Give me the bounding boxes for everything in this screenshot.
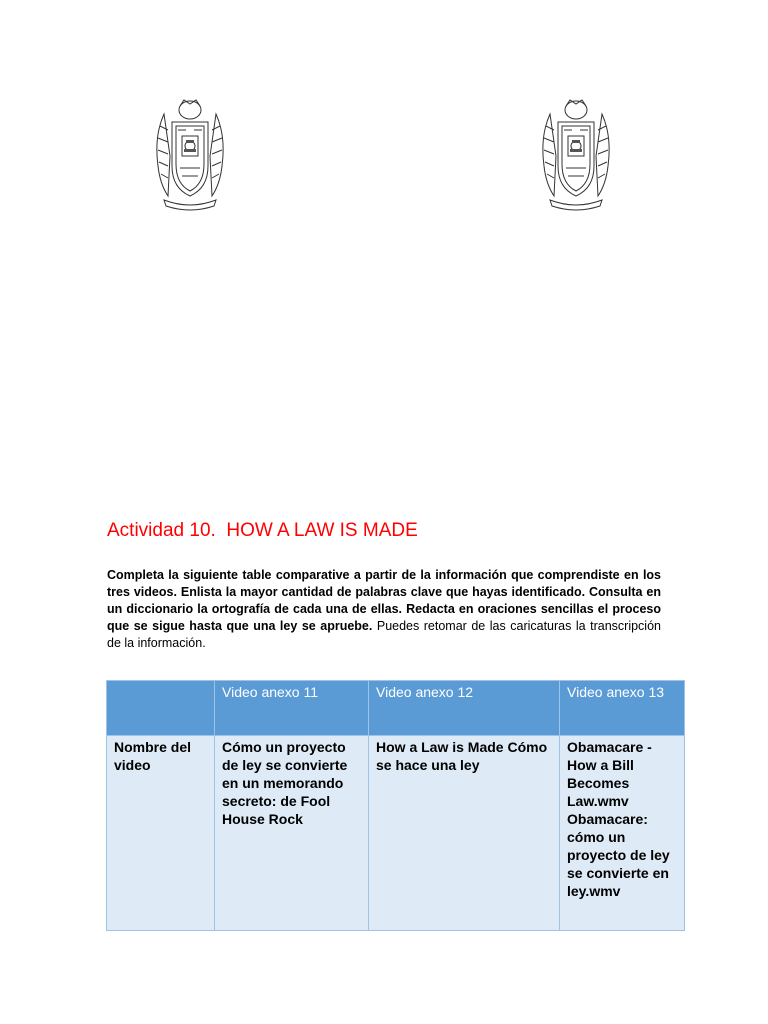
instructions-regular-text: Puedes retomar de las caricaturas la transcripción de la información. (107, 619, 661, 650)
table-header-video-13: Video anexo 13 (560, 681, 685, 736)
cell-video-13-name: Obamacare - How a Bill Becomes Law.wmv Obamacare: cómo un proyecto de ley se convierte en ley.wmv (560, 736, 685, 931)
coat-of-arms-icon (536, 96, 616, 216)
row-label-video-name: Nombre del video (107, 736, 215, 931)
comparative-table (106, 680, 685, 931)
coat-of-arms-logo-right (536, 96, 616, 216)
table-header-empty (107, 681, 215, 736)
table-header-row (107, 681, 685, 736)
table-header-video-12: Video anexo 12 (369, 681, 560, 736)
coat-of-arms-logo-left (150, 96, 230, 216)
instructions-bold-text: Completa la siguiente table comparative a partir de la información que comprendiste en los tres videos. Enlista la mayor cantidad de palabras clave que hayas identificado. Consulta en un diccionario la ortografía de cada una de ellas. Redacta en oraciones sencillas el proceso que se sigue hasta que una ley se apruebe. (107, 568, 661, 633)
table-row (107, 736, 685, 931)
coat-of-arms-icon (150, 96, 230, 216)
cell-video-11-name: Cómo un proyecto de ley se convierte en un memorando secreto: de Fool House Rock (215, 736, 369, 931)
activity-title: Actividad 10. HOW A LAW IS MADE (107, 520, 418, 541)
table-header-video-11: Video anexo 11 (215, 681, 369, 736)
cell-video-12-name: How a Law is Made Cómo se hace una ley (369, 736, 560, 931)
instructions-paragraph (107, 567, 661, 652)
